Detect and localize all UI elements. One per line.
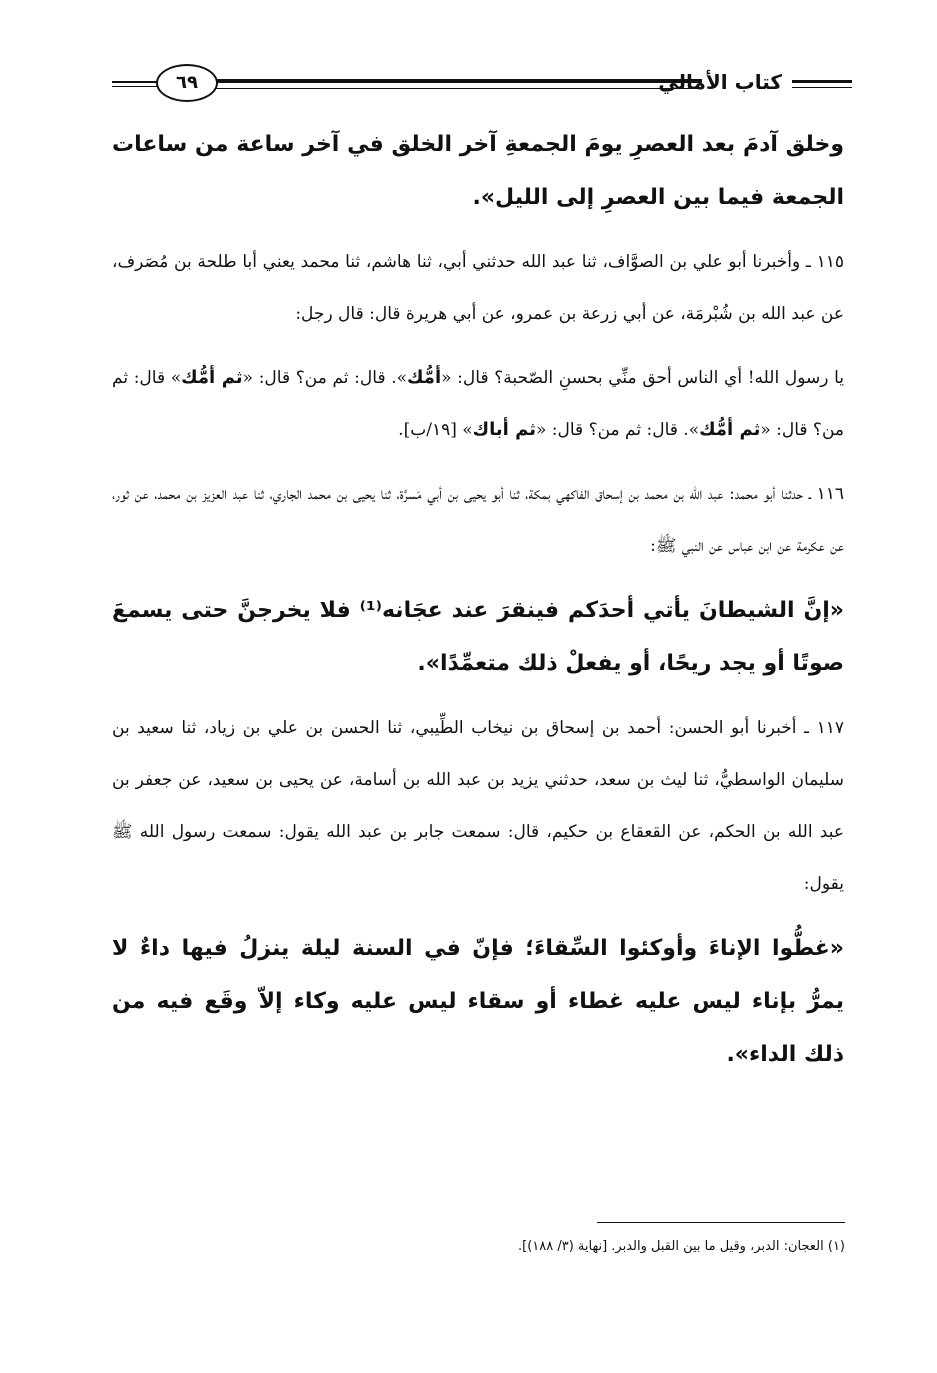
text-segment: ». قال: ثم من؟ قال: « [535,420,700,440]
text-segment: » قال: ثم من؟ قال: « [112,368,844,440]
quoted-answer: ثم أباك [472,419,536,440]
paragraph-hadith-continuation: وخلق آدمَ بعد العصرِ يومَ الجمعةِ آخر الخلق في آخر ساعة من ساعات الجمعة فيما بين العصرِ إلى الليل». [112,132,844,210]
paragraph-hadith-116: «إنَّ الشيطانَ يأتي أحدَكم فينقرَ عند عجَانه⁽¹⁾ فلا يخرجنَّ حتى يسمعَ صوتًا أو يجد ريحًا، أو يفعلْ ذلك متعمِّدًا». [112,598,844,676]
text-segment: ». قال: ثم من؟ قال: « [242,368,408,388]
footnote-separator [597,1222,845,1223]
quoted-answer: ثم أمُّك [699,419,761,440]
paragraph-hadith-117: «غطُّوا الإناءَ وأوكئوا السِّقاءَ؛ فإنّ في السنة ليلة ينزلُ فيها داءٌ لا يمرُّ بإناء ليس عليه غطاء أو سقاء ليس عليه وكاء إلاّ وقَع فيه من ذلك الداء». [112,936,844,1067]
page-number: ٦٩ [156,64,218,102]
main-text [112,118,844,1081]
quoted-answer: ثم أمُّك [181,367,243,388]
header-rule-right [792,80,852,88]
footnote: (١) العجان: الدبر، وقيل ما بين القبل والدبر. [نهاية (٣/ ١٨٨)]. [517,1239,845,1254]
running-title: كتاب الأمالي [658,70,782,94]
paragraph-isnad-116: ١١٦ ـ حدثنا أبو محمد: عبد الله بن محمد بن إسحاق الفاكهي بمكة، ثنا أبو يحيى بن أبي مَسرَّة، ثنا يحيى بن محمد الجاري، ثنا عبد العزيز بن محمد، عن ثور، عن عكرمة عن ابن عباس عن النبي ﷺ: [112,484,844,556]
paragraph-isnad-115: ١١٥ ـ وأخبرنا أبو علي بن الصوَّاف، ثنا عبد الله حدثني أبي، ثنا هاشم، ثنا محمد يعني أبا طلحة بن مُصَرف، عن عبد الله بن شُبْرمَة، عن أبي زرعة بن عمرو، عن أبي هريرة قال: قال رجل: [112,252,844,324]
paragraph-isnad-117: ١١٧ ـ أخبرنا أبو الحسن: أحمد بن إسحاق بن نيخاب الطِّيبي، ثنا الحسن بن علي بن زياد، ثنا سعيد بن سليمان الواسطيُّ، ثنا ليث بن سعد، حدثني يزيد بن عبد الله بن أسامة، عن يحيى بن سعيد، عن جعفر بن عبد الله بن الحكم، عن القعقاع بن حكيم، قال: سمعت جابر بن عبد الله يقول: سمعت رسول الله ﷺ يقول: [112,718,844,894]
paragraph-hadith-115 [112,352,844,456]
text-segment: يا رسول الله! أي الناس أحق منِّي بحسنِ الصّحبة؟ قال: « [441,368,844,388]
text-segment: » [١٩/ب]. [398,420,473,440]
quoted-answer: أمُّك [407,367,442,388]
header-rule-left [112,81,157,87]
header-rule [212,79,702,89]
page-header [112,64,852,108]
